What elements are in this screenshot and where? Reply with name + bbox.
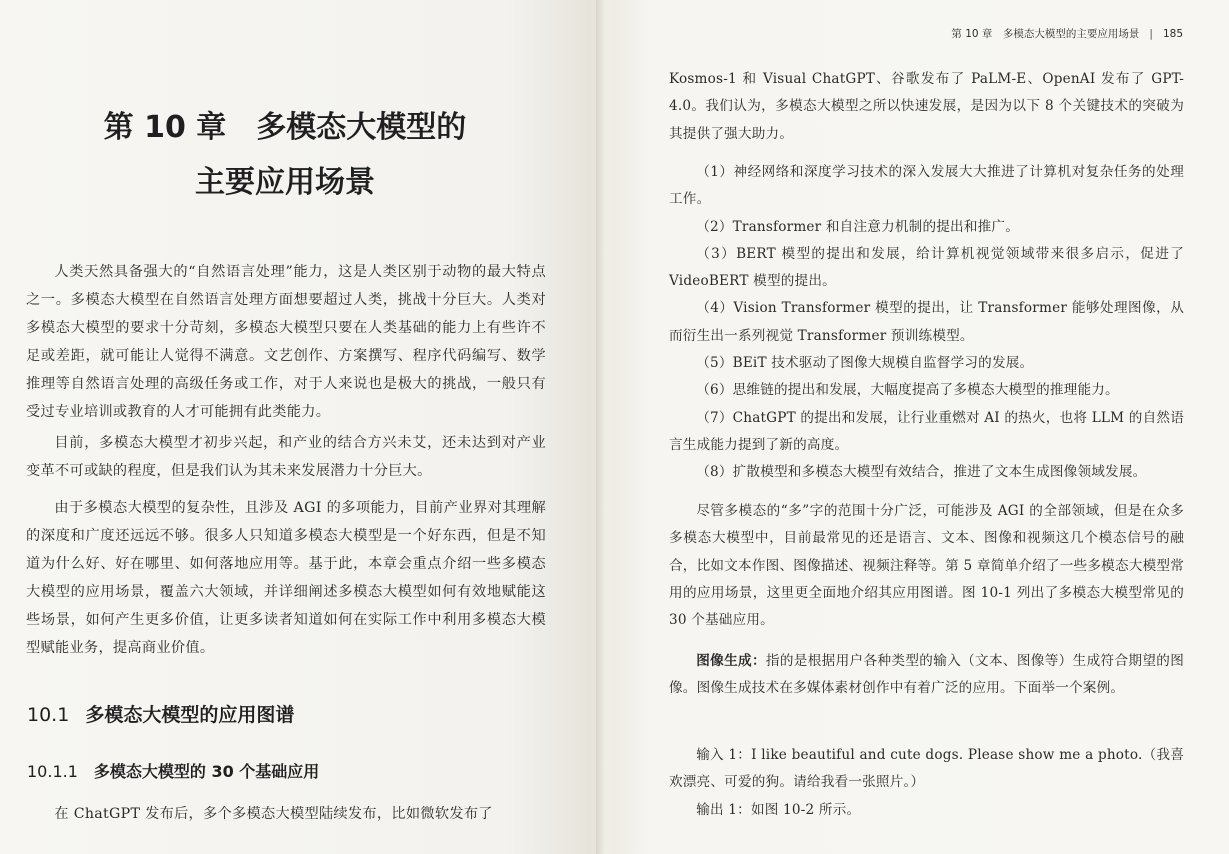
- book-gutter: [596, 0, 612, 854]
- term-label: 图像生成：: [696, 653, 766, 669]
- list-item: （4）Vision Transformer 模型的提出，让 Transformer 能够处理图像，从而衍生出一系列视觉 Transformer 预训练模型。: [669, 300, 1184, 344]
- key-technology-list: [669, 159, 1184, 487]
- section-title: 多模态大模型的 30 个基础应用: [93, 762, 320, 781]
- paragraph-text: 目前，多模态大模型才初步兴起，和产业的结合方兴未艾，还未达到对产业变革不可或缺的程度，但是我们认为其未来发展潜力十分巨大。: [26, 435, 546, 479]
- example-input: 输入 1：I like beautiful and cute dogs. Please show me a photo.（我喜欢漂亮、可爱的狗。请给我看一张照片。）: [669, 747, 1184, 791]
- left-paragraph-2: [26, 429, 546, 485]
- section-heading-10-1: [27, 700, 294, 727]
- paragraph-text: 人类天然具备强大的“自然语言处理”能力，这是人类区别于动物的最大特点之一。多模态大模型在自然语言处理方面想要超过人类，挑战十分巨大。人类对多模态大模型的要求十分苛刻，多模态大模型只要在人类基础的能力上有些许不足或差距，就可能让人觉得不满意。文艺创作、方案撰写、程序代码编写、数学推理等自然语言处理的高级任务或工作，对于人来说也是极大的挑战，一般只有受过专业培训或教育的人才可能拥有此类能力。: [26, 264, 546, 420]
- chapter-title-line-1: 第 10 章 多模态大模型的: [103, 110, 467, 145]
- left-paragraph-1: [26, 258, 546, 426]
- list-item: （7）ChatGPT 的提出和发展，让行业重燃对 AI 的热火，也将 LLM 的自然语言生成能力提到了新的高度。: [669, 409, 1184, 453]
- header-separator: |: [1149, 28, 1153, 40]
- list-item: （2）Transformer 和自注意力机制的提出和推广。: [696, 218, 1020, 235]
- example-output: 输出 1：如图 10-2 所示。: [696, 801, 861, 818]
- paragraph-text: 尽管多模态的“多”字的范围十分广泛，可能涉及 AGI 的全部领域，但是在众多多模态大模型中，目前最常见的还是语言、文本、图像和视频这几个模态信号的融合，比如文本作图、图像描述、视频注释等。第 5 章简单介绍了一些多模态大模型常用的应用场景，这里更全面地介绍其应用图谱。图 10-1 列出了多模态大模型常见的 30 个基础应用。: [669, 503, 1184, 629]
- paragraph-text: Kosmos-1 和 Visual ChatGPT、谷歌发布了 PaLM-E、OpenAI 发布了 GPT-4.0。我们认为，多模态大模型之所以快速发展，是因为以下 8 个关键技术的突破为其提供了强大助力。: [669, 71, 1184, 142]
- list-item: （1）神经网络和深度学习技术的深入发展大大推进了计算机对复杂任务的处理工作。: [669, 164, 1184, 208]
- right-page: [612, 0, 1229, 854]
- right-intro: [669, 66, 1184, 148]
- list-item: （5）BEiT 技术驱动了图像大规模自监督学习的发展。: [696, 355, 1034, 372]
- left-paragraph-3: [26, 494, 546, 662]
- image-generation-paragraph: [669, 648, 1184, 703]
- list-item: （6）思维链的提出和发展，大幅度提高了多模态大模型的推理能力。: [696, 382, 1119, 399]
- paragraph-text: [669, 648, 1184, 703]
- paragraph-text: 由于多模态大模型的复杂性，且涉及 AGI 的多项能力，目前产业界对其理解的深度和广度还远远不够。很多人只知道多模态大模型是一个好东西，但是不知道为什么好、好在哪里、如何落地应用等。基于此，本章会重点介绍一些多模态大模型的应用场景，覆盖六大领域，并详细阐述多模态大模型如何有效地赋能这些场景，如何产生更多价值，让更多读者知道如何在实际工作中利用多模态大模型赋能业务，提高商业价值。: [26, 500, 546, 656]
- left-paragraph-last: [26, 800, 546, 828]
- section-number: 10.1.1: [27, 762, 78, 781]
- term-text: 指的是根据用户各种类型的输入（文本、图像等）生成符合期望的图像。图像生成技术在多媒体素材创作中有着广泛的应用。下面举一个案例。: [669, 653, 1185, 697]
- chapter-title-line-2: 主要应用场景: [195, 165, 375, 200]
- list-item: （8）扩散模型和多模态大模型有效结合，推进了文本生成图像领域发展。: [696, 464, 1147, 481]
- page-number: 185: [1162, 28, 1183, 40]
- paragraph-text: 在 ChatGPT 发布后，多个多模态大模型陆续发布，比如微软发布了: [54, 806, 493, 822]
- right-paragraph-2: [669, 498, 1184, 634]
- section-title: 多模态大模型的应用图谱: [85, 704, 295, 726]
- section-number: 10.1: [27, 704, 70, 726]
- section-heading-10-1-1: [27, 759, 319, 782]
- header-chapter: 第 10 章 多模态大模型的主要应用场景: [951, 28, 1140, 40]
- list-item: （3）BERT 模型的提出和发展，给计算机视觉领域带来很多启示，促进了 VideoBERT 模型的提出。: [669, 245, 1184, 290]
- running-header: [951, 26, 1183, 41]
- left-page: [0, 0, 596, 854]
- chapter-title: [0, 100, 570, 210]
- example-block: [669, 742, 1184, 824]
